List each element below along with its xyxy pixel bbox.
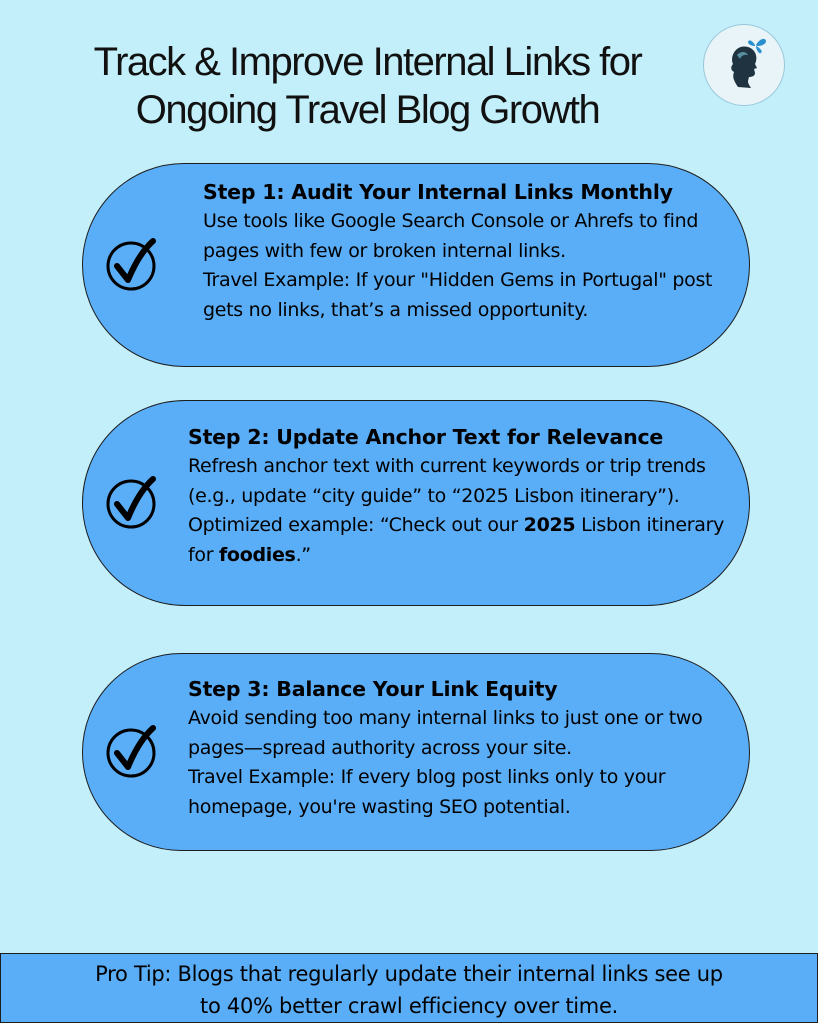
example-suffix: .”: [295, 543, 311, 566]
silhouette-butterfly-icon: [704, 25, 784, 105]
logo: [703, 24, 785, 106]
pro-tip-line-1: Pro Tip: Blogs that regularly update their internal links see up: [95, 962, 723, 986]
step-title: Step 2: Update Anchor Text for Relevance: [188, 425, 664, 449]
step-text-1: [203, 177, 737, 325]
title-line-1: Track & Improve Internal Links for: [93, 40, 642, 84]
step-body: [188, 704, 737, 822]
page-title: [40, 38, 695, 134]
checkmark-circle-icon: [105, 723, 161, 779]
example-bold-year: 2025: [523, 514, 576, 536]
example-bold-audience: foodies: [218, 543, 296, 566]
step-example: Travel Example: If every blog post links only to your homepage, you're wasting SEO potential.: [188, 766, 666, 818]
pro-tip-line-2: to 40% better crawl efficiency over time.: [200, 994, 618, 1018]
pro-tip-banner: [0, 953, 818, 1023]
step-title: Step 1: Audit Your Internal Links Monthly: [203, 180, 673, 204]
step-example: [188, 511, 737, 570]
step-body: [188, 452, 737, 570]
checkmark-circle-icon: [105, 236, 161, 292]
step-card-2: [82, 400, 750, 606]
example-middle: Lisbon itinerary for: [188, 514, 725, 566]
step-body: [203, 207, 737, 325]
example-prefix: Optimized example: “Check out our: [188, 514, 524, 536]
step-card-1: [82, 163, 750, 367]
step-description: Use tools like Google Search Console or Ahrefs to find pages with few or broken internal links.: [203, 210, 699, 262]
step-title: Step 3: Balance Your Link Equity: [188, 677, 558, 701]
step-description: Avoid sending too many internal links to just one or two pages—spread authority across your site.: [188, 707, 703, 759]
step-description: Refresh anchor text with current keywords or trip trends (e.g., update “city guide” to “2025 Lisbon itinerary”).: [188, 455, 706, 507]
step-text-2: [188, 422, 737, 570]
step-text-3: [188, 674, 737, 822]
step-example: Travel Example: If your "Hidden Gems in Portugal" post gets no links, that’s a missed opportunity.: [203, 269, 713, 321]
step-card-3: [82, 653, 750, 851]
title-line-2: Ongoing Travel Blog Growth: [135, 88, 600, 132]
checkmark-circle-icon: [105, 474, 161, 530]
